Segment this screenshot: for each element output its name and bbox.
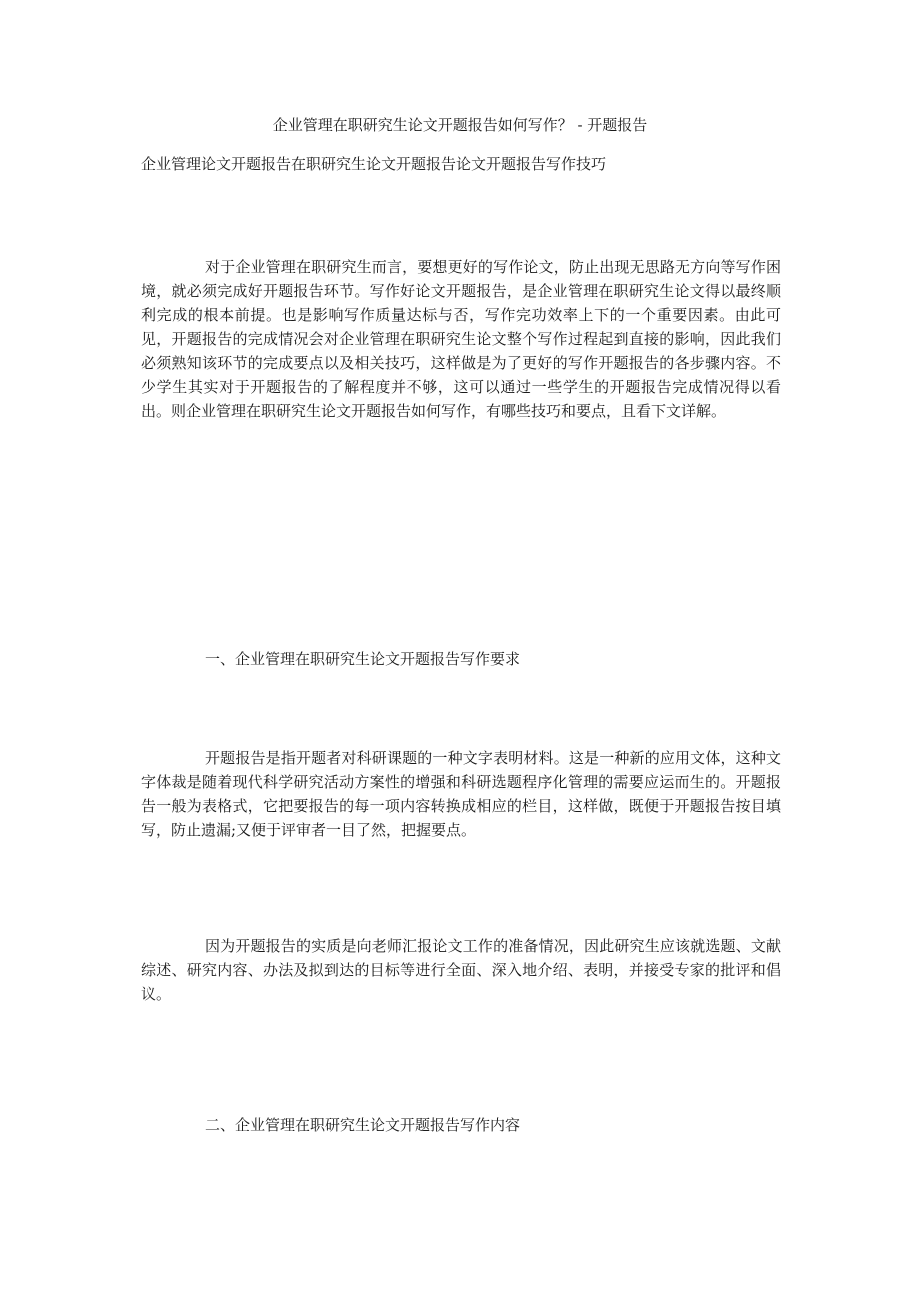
section-heading-requirements: 一、企业管理在职研究生论文开题报告写作要求 bbox=[205, 650, 521, 668]
intro-paragraph: 对于企业管理在职研究生而言，要想更好的写作论文，防止出现无思路无方向等写作困境，就必须完成好开题报告环节。写作好论文开题报告，是企业管理在职研究生论文得以最终顺利完成的根本前提。也是影响写作质量达标与否，写作完功效率上下的一个重要因素。由此可见，开题报告的完成情况会对企业管理在职研究生论文整个写作过程起到直接的影响，因此我们必须熟知该环节的完成要点以及相关技巧，这样做是为了更好的写作开题报告的各步骤内容。不少学生其实对于开题报告的了解程度并不够，这可以通过一些学生的开题报告完成情况得以看出。则企业管理在职研究生论文开题报告如何写作，有哪些技巧和要点，且看下文详解。 bbox=[141, 258, 781, 420]
section-heading-content: 二、企业管理在职研究生论文开题报告写作内容 bbox=[205, 1116, 521, 1134]
essence-paragraph: 因为开题报告的实质是向老师汇报论文工作的准备情况，因此研究生应该就选题、文献综述、研究内容、办法及拟到达的目标等进行全面、深入地介绍、表明，并接受专家的批评和倡议。 bbox=[141, 937, 781, 1003]
definition-paragraph: 开题报告是指开题者对科研课题的一种文字表明材料。这是一种新的应用文体，这种文字体裁是随着现代科学研究活动方案性的增强和科研选题程序化管理的需要应运而生的。开题报告一般为表格式，它把要报告的每一项内容转换成相应的栏目，这样做，既便于开题报告按目填写，防止遗漏;又便于评审者一目了然，把握要点。 bbox=[141, 749, 781, 839]
document-subtitle: 企业管理论文开题报告在职研究生论文开题报告论文开题报告写作技巧 bbox=[141, 155, 607, 173]
document-title: 企业管理在职研究生论文开题报告如何写作？ - 开题报告 bbox=[272, 116, 648, 134]
